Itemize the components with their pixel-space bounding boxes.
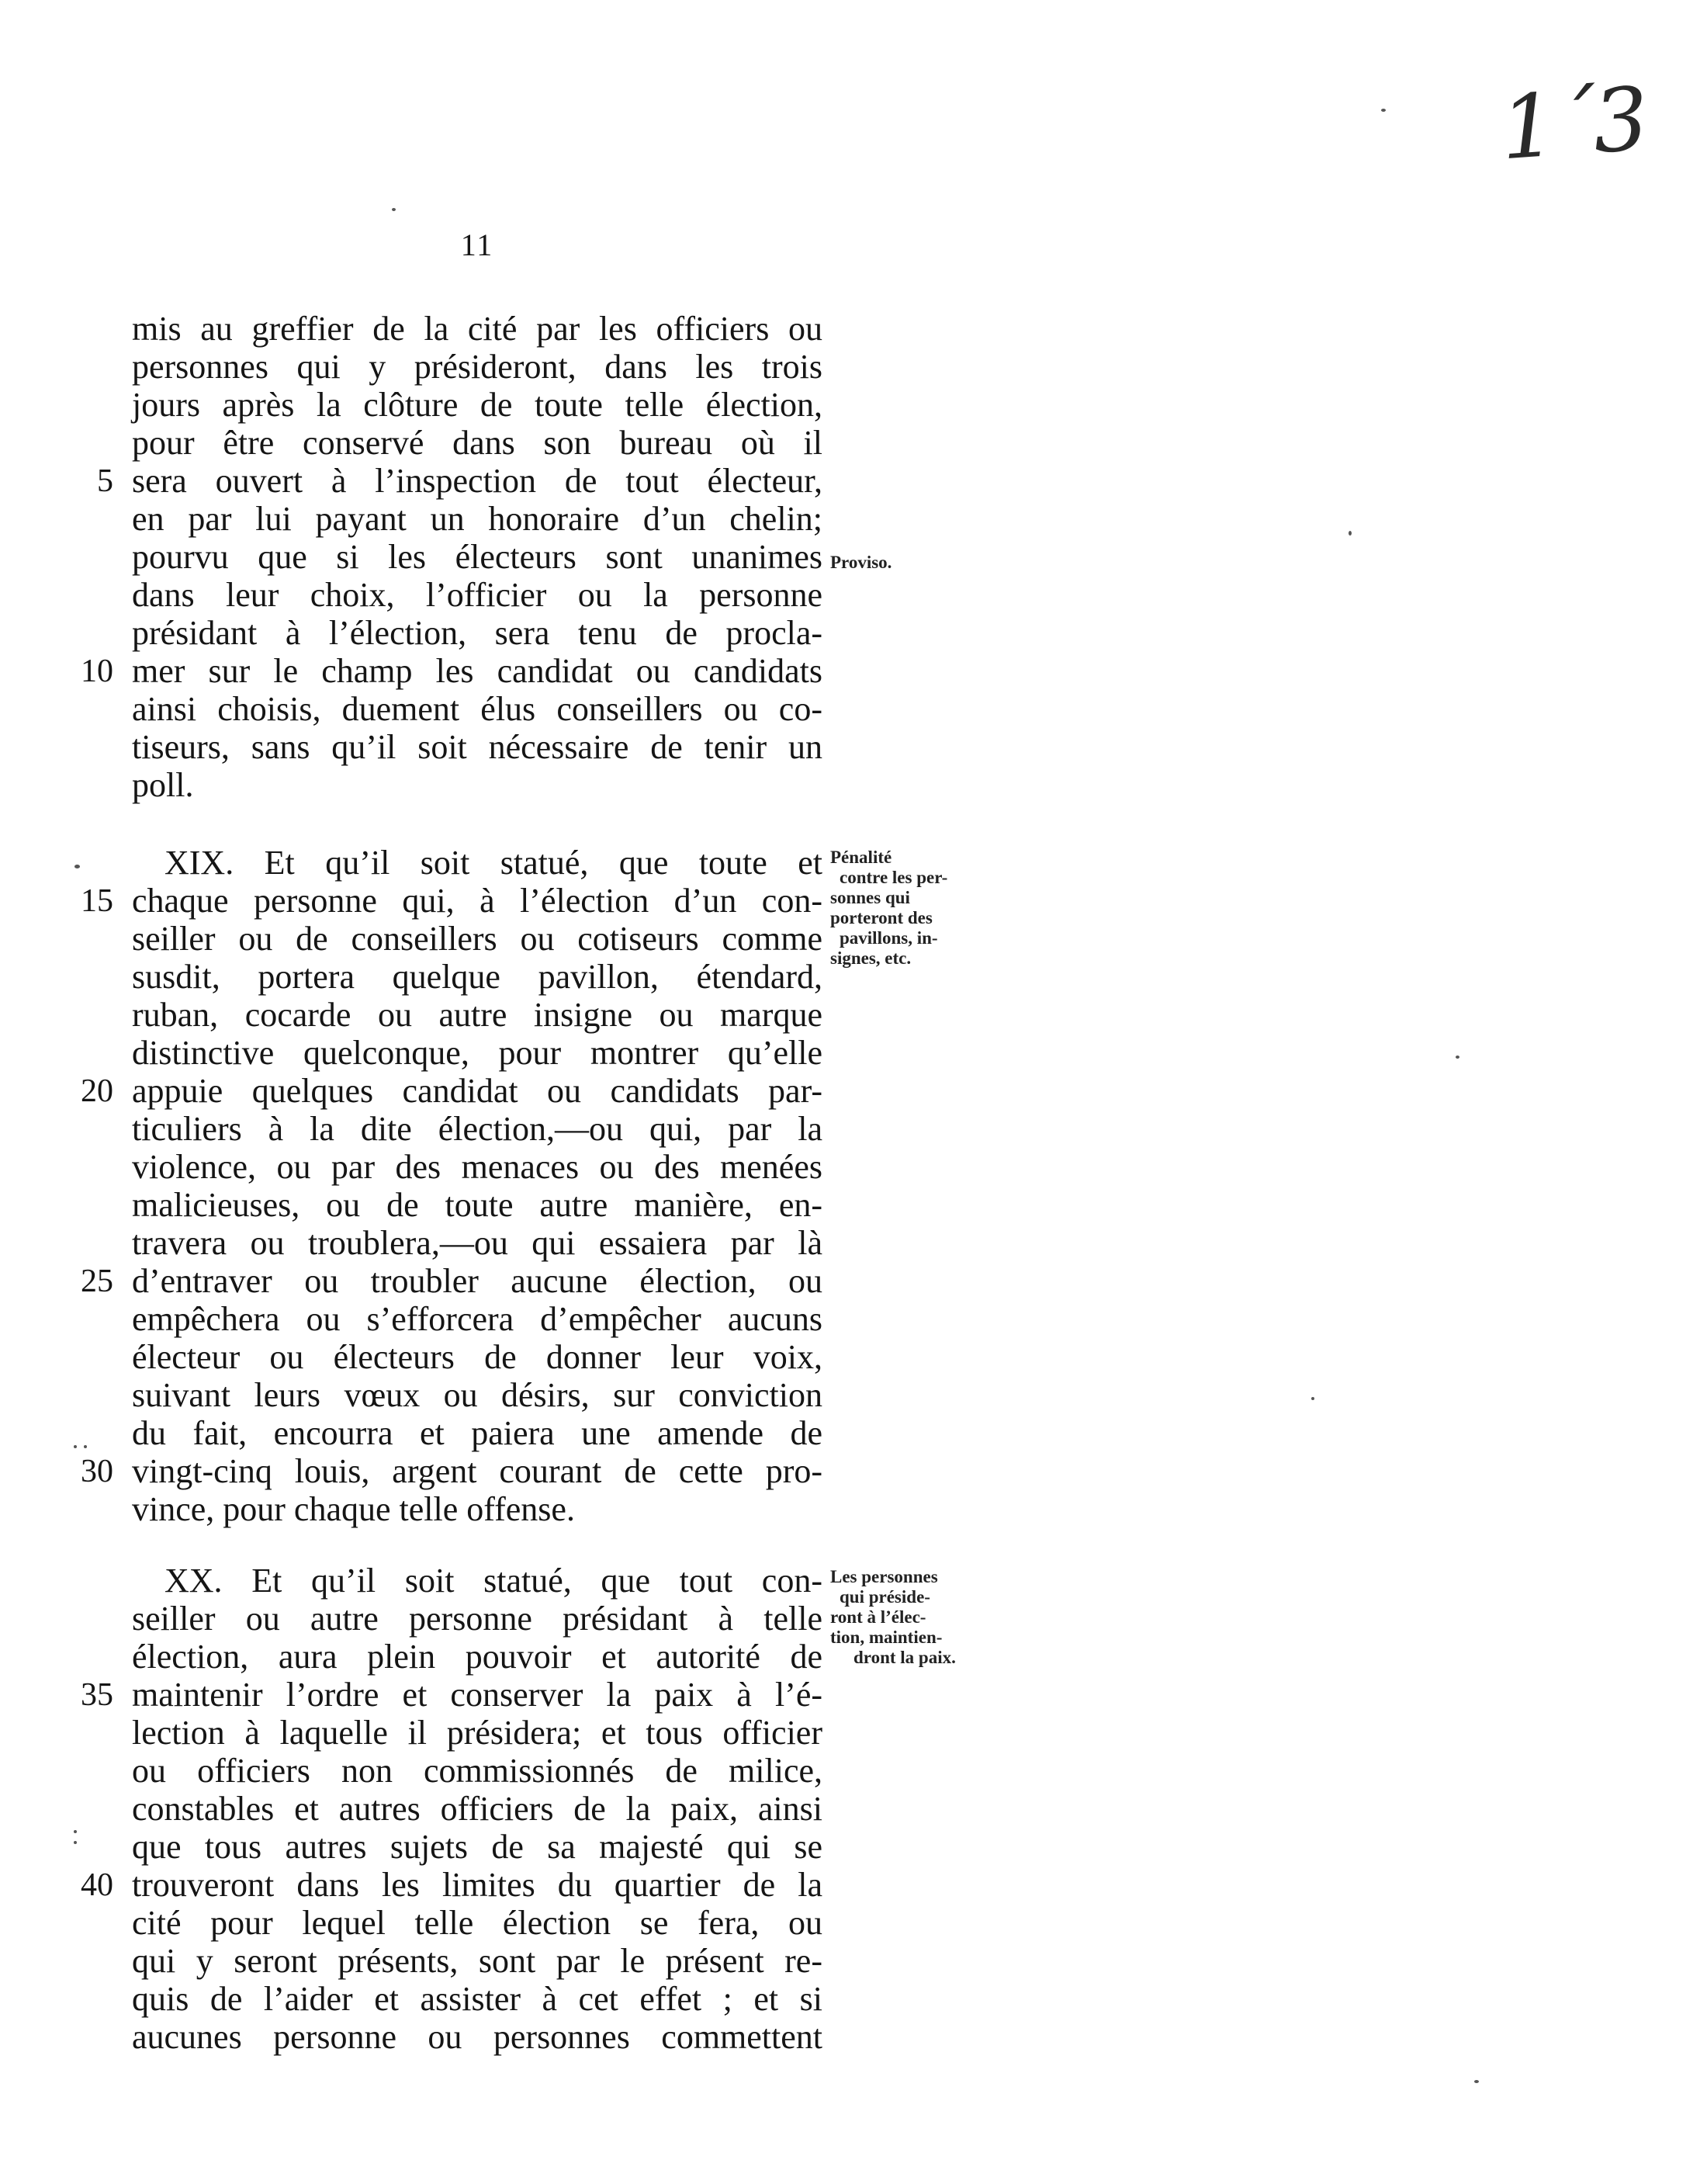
text-line: ruban, cocarde ou autre insigne ou marque (132, 996, 822, 1034)
text-line: qui y seront présents, sont par le présent re- (132, 1942, 822, 1980)
line-number: 25 (81, 1264, 113, 1299)
text-line: cité pour lequel telle élection se fera, ou (132, 1904, 822, 1942)
text-line: en par lui payant un honoraire d’un chelin; (132, 500, 822, 538)
text-line: maintenir l’ordre et conserver la paix à l’é- (132, 1676, 822, 1714)
text-line: malicieuses, ou de toute autre manière, en- (132, 1186, 822, 1224)
scan-speck (1456, 1056, 1459, 1059)
margin-note-line: tion, maintien- (830, 1628, 943, 1647)
scan-speck (74, 1841, 77, 1844)
margin-note-line: Pénalité (830, 848, 892, 867)
text-line: aucunes personne ou personnes commettent (132, 2018, 822, 2056)
text-line: personnes qui y présideront, dans les trois (132, 348, 822, 386)
text-line: du fait, encourra et paiera une amende de (132, 1414, 822, 1452)
line-number: 15 (81, 883, 113, 919)
text-line: mis au greffier de la cité par les officiers ou (132, 310, 822, 348)
margin-note-line: ront à l’élec- (830, 1607, 926, 1627)
scan-speck (84, 1445, 87, 1448)
scan-speck (1311, 1397, 1314, 1400)
scan-speck (74, 865, 80, 868)
line-number: 10 (81, 653, 113, 689)
text-line: seiller ou de conseillers ou cotiseurs comme (132, 920, 822, 958)
margin-note-proviso (830, 553, 993, 573)
text-line: présidant à l’élection, sera tenu de procla- (132, 614, 822, 652)
text-line: XIX. Et qu’il soit statué, que toute et (164, 844, 822, 882)
text-line: électeur ou électeurs de donner leur voix, (132, 1338, 822, 1376)
text-line: ou officiers non commissionnés de milice, (132, 1752, 822, 1790)
handwritten-folio-number: 1´3 (1497, 68, 1650, 180)
text-line: d’entraver ou troubler aucune élection, ou (132, 1262, 822, 1300)
text-line: pourvu que si les électeurs sont unanimes (132, 538, 822, 576)
text-line: seiller ou autre personne présidant à telle (132, 1600, 822, 1638)
text-line: quis de l’aider et assister à cet effet ; et si (132, 1980, 822, 2018)
margin-note-line: dront la paix. (853, 1648, 956, 1667)
text-line: élection, aura plein pouvoir et autorité de (132, 1638, 822, 1676)
text-line: ainsi choisis, duement élus conseillers ou co- (132, 690, 822, 728)
text-line: vingt-cinq louis, argent courant de cette pro- (132, 1452, 822, 1490)
text-line: violence, ou par des menaces ou des menées (132, 1148, 822, 1186)
scan-speck (74, 1445, 77, 1448)
margin-note-line: pavillons, in- (840, 928, 938, 948)
line-number: 30 (81, 1454, 113, 1489)
margin-note-line: contre les per- (840, 868, 948, 887)
scan-speck (74, 1830, 77, 1833)
text-line: travera ou troublera,—ou qui essaiera par là (132, 1224, 822, 1262)
margin-note-penalite (830, 848, 993, 969)
scan-speck (1349, 531, 1352, 536)
text-line: appuie quelques candidat ou candidats par- (132, 1072, 822, 1110)
text-line: pour être conservé dans son bureau où il (132, 424, 822, 462)
scan-speck (1474, 2080, 1479, 2083)
scan-speck (1381, 109, 1386, 112)
text-line: que tous autres sujets de sa majesté qui se (132, 1828, 822, 1866)
scan-speck (392, 208, 396, 211)
margin-note-line: sonnes qui (830, 888, 910, 907)
line-number: 5 (97, 463, 113, 499)
margin-note-line: signes, etc. (830, 948, 912, 968)
text-line: sera ouvert à l’inspection de tout électeur, (132, 462, 822, 500)
margin-note-line: Les personnes (830, 1567, 938, 1586)
margin-note-line: qui préside- (840, 1587, 930, 1607)
text-line: vince, pour chaque telle offense. (132, 1490, 575, 1528)
line-number: 40 (81, 1867, 113, 1903)
text-line: dans leur choix, l’officier ou la personne (132, 576, 822, 614)
text-line: XX. Et qu’il soit statué, que tout con- (164, 1562, 822, 1600)
text-line: tiseurs, sans qu’il soit nécessaire de tenir un (132, 728, 822, 766)
text-line: mer sur le champ les candidat ou candidats (132, 652, 822, 690)
text-line: distinctive quelconque, pour montrer qu’elle (132, 1034, 822, 1072)
line-number: 20 (81, 1073, 113, 1109)
text-line: chaque personne qui, à l’élection d’un con- (132, 882, 822, 920)
page-number: 11 (460, 227, 494, 262)
text-line: susdit, portera quelque pavillon, étendard, (132, 958, 822, 996)
text-line: trouveront dans les limites du quartier de la (132, 1866, 822, 1904)
margin-note-line: Proviso. (830, 553, 892, 572)
text-line: suivant leurs vœux ou désirs, sur conviction (132, 1376, 822, 1414)
text-line: empêchera ou s’efforcera d’empêcher aucuns (132, 1300, 822, 1338)
text-line: poll. (132, 766, 194, 804)
text-line: constables et autres officiers de la paix, ainsi (132, 1790, 822, 1828)
text-line: jours après la clôture de toute telle élection, (132, 386, 822, 424)
line-number: 35 (81, 1677, 113, 1713)
margin-note-line: porteront des (830, 908, 933, 927)
margin-note-presidents (830, 1567, 993, 1668)
text-line: ticuliers à la dite élection,—ou qui, par la (132, 1110, 822, 1148)
text-line: lection à laquelle il présidera; et tous officier (132, 1714, 822, 1752)
